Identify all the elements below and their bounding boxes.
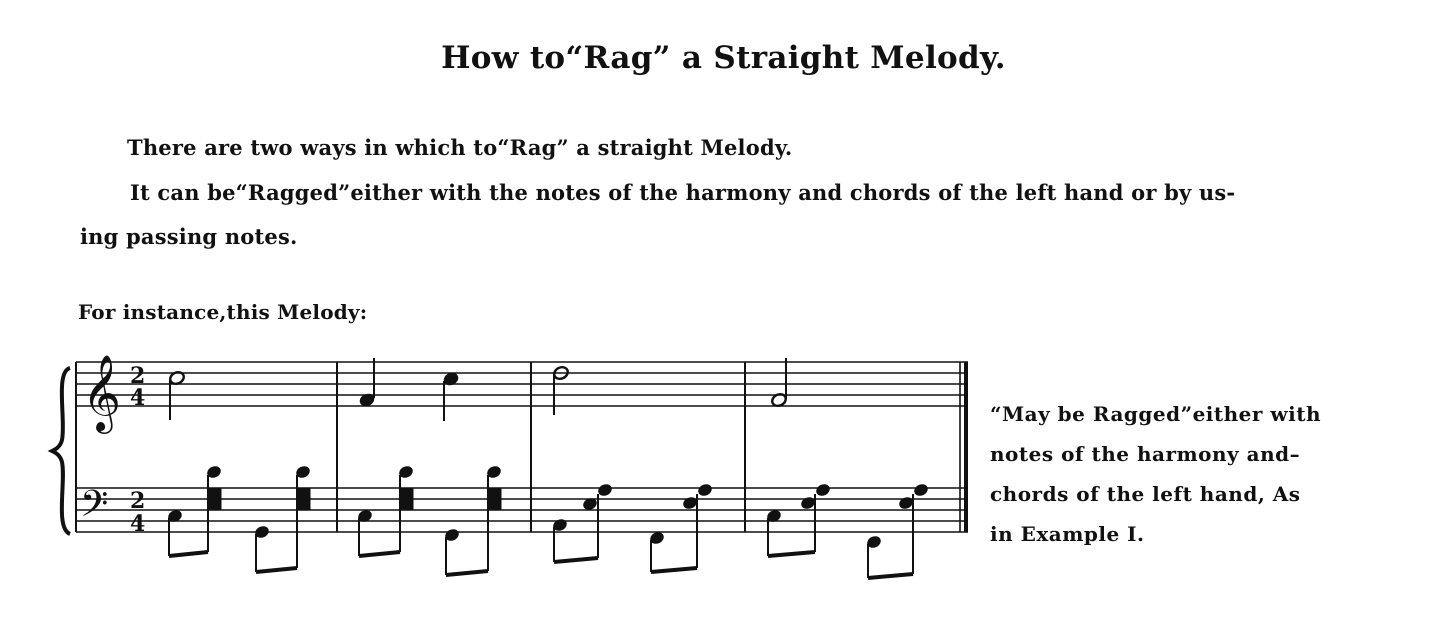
bass-notes-m1-m2 xyxy=(167,465,502,575)
bass-clef-icon: 𝄢 xyxy=(80,483,109,534)
page-title: How to“Rag” a Straight Melody. xyxy=(441,40,1006,76)
grand-staff-brace xyxy=(52,368,70,534)
svg-text:2: 2 xyxy=(130,363,146,389)
caption-line-2: notes of the harmony and– xyxy=(990,442,1301,466)
intro-paragraph-line-2: It can be“Ragged”either with the notes of the harmony and chords of the left hand or by us- xyxy=(130,180,1236,205)
treble-notes xyxy=(168,358,787,421)
svg-text:4: 4 xyxy=(130,511,146,537)
treble-clef-icon: 𝄞 xyxy=(82,354,122,431)
intro-paragraph-line-3: ing passing notes. xyxy=(80,224,298,249)
svg-text:2: 2 xyxy=(130,488,146,514)
caption-line-3: chords of the left hand, As xyxy=(990,482,1301,506)
svg-text:4: 4 xyxy=(130,385,146,411)
treble-staff xyxy=(76,362,968,406)
bass-notes-m3-m4 xyxy=(552,483,929,578)
example-lead-text: For instance,this Melody: xyxy=(78,300,368,324)
time-signature xyxy=(130,363,145,537)
caption-line-4: in Example I. xyxy=(990,522,1145,546)
caption-line-1: “May be Ragged”either with xyxy=(990,402,1321,426)
intro-paragraph-line-1: There are two ways in which to“Rag” a straight Melody. xyxy=(127,135,793,160)
example-caption xyxy=(990,394,1321,554)
